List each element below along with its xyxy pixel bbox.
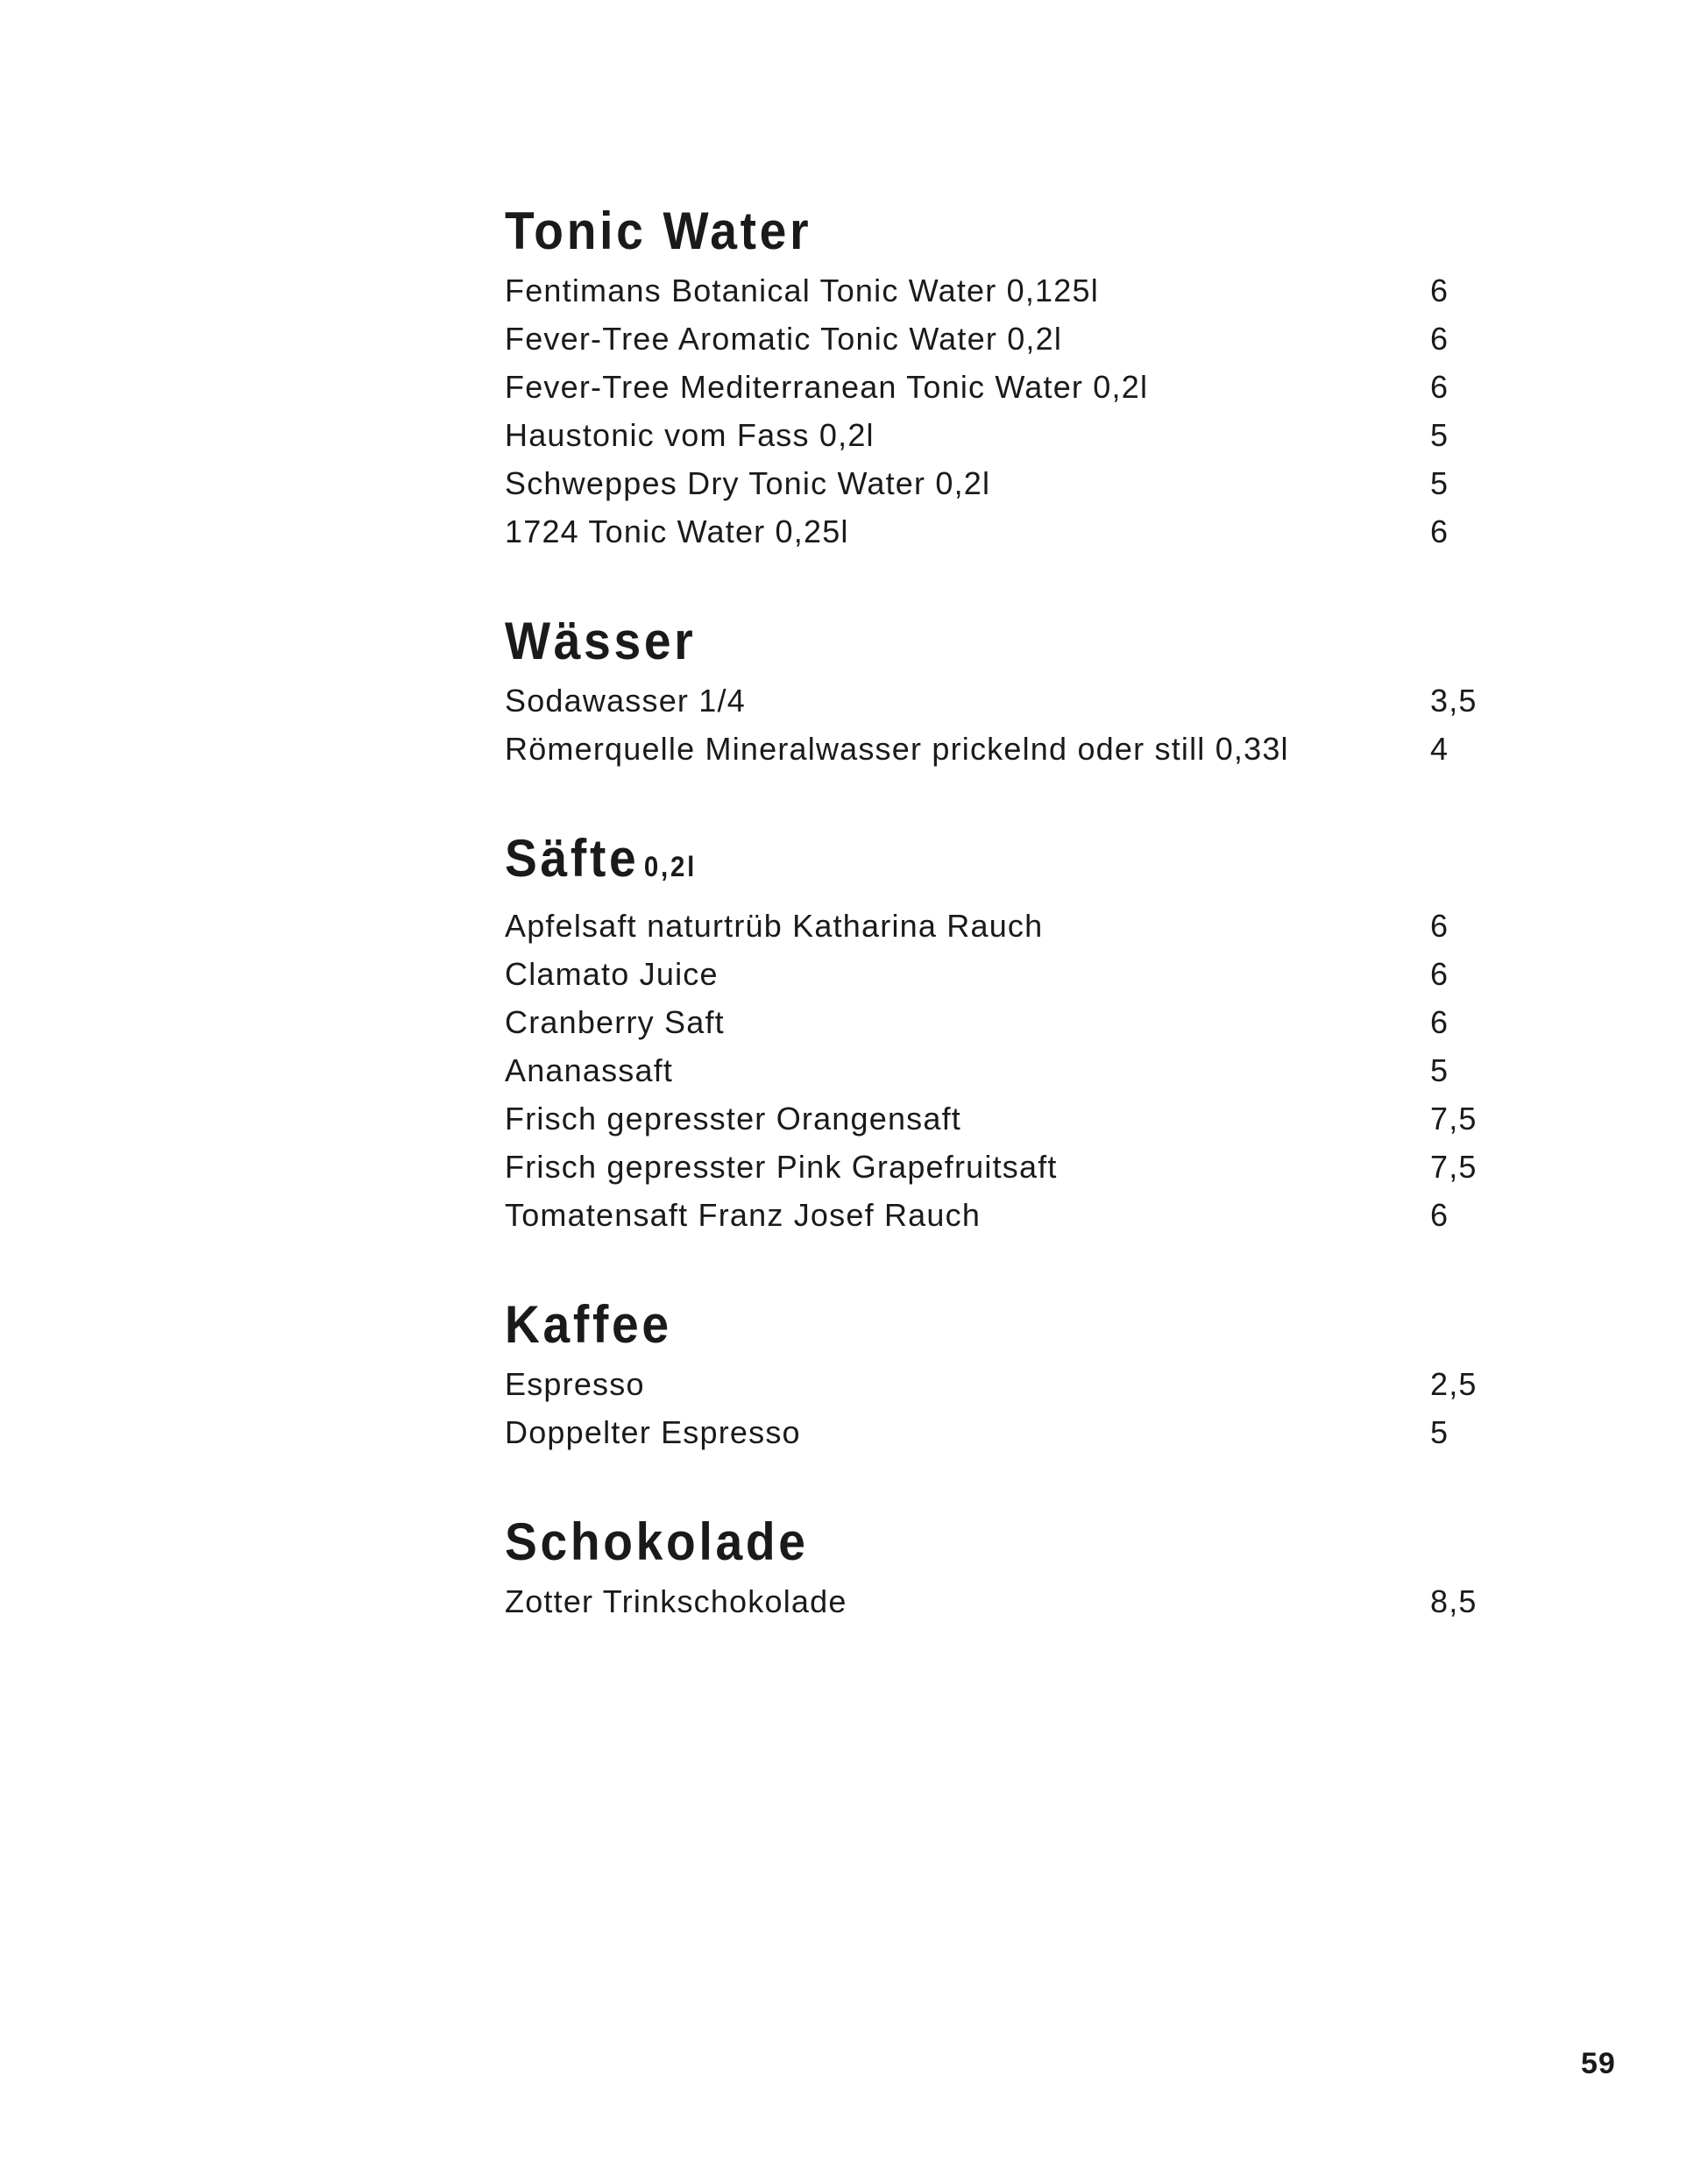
item-price: 2,5 <box>1430 1366 1478 1402</box>
section-title <box>505 1293 1411 1356</box>
section-tonic-water <box>505 200 1490 556</box>
menu-item <box>505 1577 1490 1625</box>
item-list <box>505 266 1490 556</box>
item-name: Sodawasser 1/4 <box>505 683 746 719</box>
item-price: 5 <box>1430 465 1449 501</box>
item-price: 5 <box>1430 1414 1449 1450</box>
section-waesser <box>505 610 1490 773</box>
item-price: 6 <box>1430 1004 1449 1040</box>
page-number: 59 <box>1581 2047 1616 2080</box>
item-price: 5 <box>1430 417 1449 453</box>
item-price: 6 <box>1430 273 1449 308</box>
menu-item <box>505 1408 1490 1456</box>
item-name: Zotter Trinkschokolade <box>505 1583 847 1619</box>
item-name: Römerquelle Mineralwasser prickelnd oder still 0,33l <box>505 731 1289 767</box>
menu-item <box>505 725 1490 773</box>
item-name: Apfelsaft naturtrüb Katharina Rauch <box>505 908 1044 944</box>
section-title-text: Kaffee <box>505 1295 672 1354</box>
menu-item <box>505 266 1490 315</box>
section-title <box>505 827 1411 898</box>
item-price: 6 <box>1430 321 1449 357</box>
item-name: Haustonic vom Fass 0,2l <box>505 417 875 453</box>
section-title-text: Tonic Water <box>505 202 812 260</box>
menu-item <box>505 950 1490 998</box>
menu-item <box>505 998 1490 1046</box>
section-title <box>505 1511 1411 1574</box>
item-price: 5 <box>1430 1052 1449 1088</box>
item-name: Frisch gepresster Pink Grapefruitsaft <box>505 1149 1058 1185</box>
menu-item <box>505 902 1490 950</box>
section-title-text: Säfte <box>505 829 640 888</box>
menu-item <box>505 676 1490 725</box>
item-price: 7,5 <box>1430 1149 1478 1185</box>
menu-item <box>505 1094 1490 1143</box>
item-name: Doppelter Espresso <box>505 1414 801 1450</box>
item-name: 1724 Tonic Water 0,25l <box>505 513 849 549</box>
section-schokolade <box>505 1511 1490 1625</box>
menu-item <box>505 1360 1490 1408</box>
drinks-menu <box>505 200 1490 1680</box>
item-list <box>505 1360 1490 1456</box>
item-name: Clamato Juice <box>505 956 719 992</box>
item-price: 4 <box>1430 731 1449 767</box>
section-title <box>505 610 1411 673</box>
section-title-text: Wässer <box>505 612 697 670</box>
menu-item <box>505 1046 1490 1094</box>
section-saefte <box>505 827 1490 1239</box>
section-title <box>505 200 1411 263</box>
item-name: Ananassaft <box>505 1052 674 1088</box>
item-name: Frisch gepresster Orangensaft <box>505 1101 962 1137</box>
item-name: Espresso <box>505 1366 645 1402</box>
menu-item <box>505 363 1490 411</box>
item-price: 6 <box>1430 369 1449 405</box>
item-price: 6 <box>1430 1197 1449 1233</box>
item-price: 3,5 <box>1430 683 1478 719</box>
menu-item <box>505 411 1490 459</box>
section-title-text: Schokolade <box>505 1512 809 1571</box>
item-price: 6 <box>1430 908 1449 944</box>
item-name: Fever-Tree Aromatic Tonic Water 0,2l <box>505 321 1063 357</box>
item-name: Tomatensaft Franz Josef Rauch <box>505 1197 982 1233</box>
menu-item <box>505 1143 1490 1191</box>
menu-item <box>505 315 1490 363</box>
item-price: 6 <box>1430 513 1449 549</box>
item-price: 8,5 <box>1430 1583 1478 1619</box>
item-list <box>505 902 1490 1239</box>
item-price: 7,5 <box>1430 1101 1478 1137</box>
item-name: Fentimans Botanical Tonic Water 0,125l <box>505 273 1099 308</box>
item-name: Schweppes Dry Tonic Water 0,2l <box>505 465 991 501</box>
item-name: Cranberry Saft <box>505 1004 725 1040</box>
item-name: Fever-Tree Mediterranean Tonic Water 0,2l <box>505 369 1149 405</box>
menu-item <box>505 459 1490 507</box>
item-list <box>505 676 1490 773</box>
section-subtitle: 0,2l <box>643 851 698 882</box>
item-list <box>505 1577 1490 1625</box>
menu-item <box>505 507 1490 556</box>
item-price: 6 <box>1430 956 1449 992</box>
section-kaffee <box>505 1293 1490 1456</box>
menu-item <box>505 1191 1490 1239</box>
